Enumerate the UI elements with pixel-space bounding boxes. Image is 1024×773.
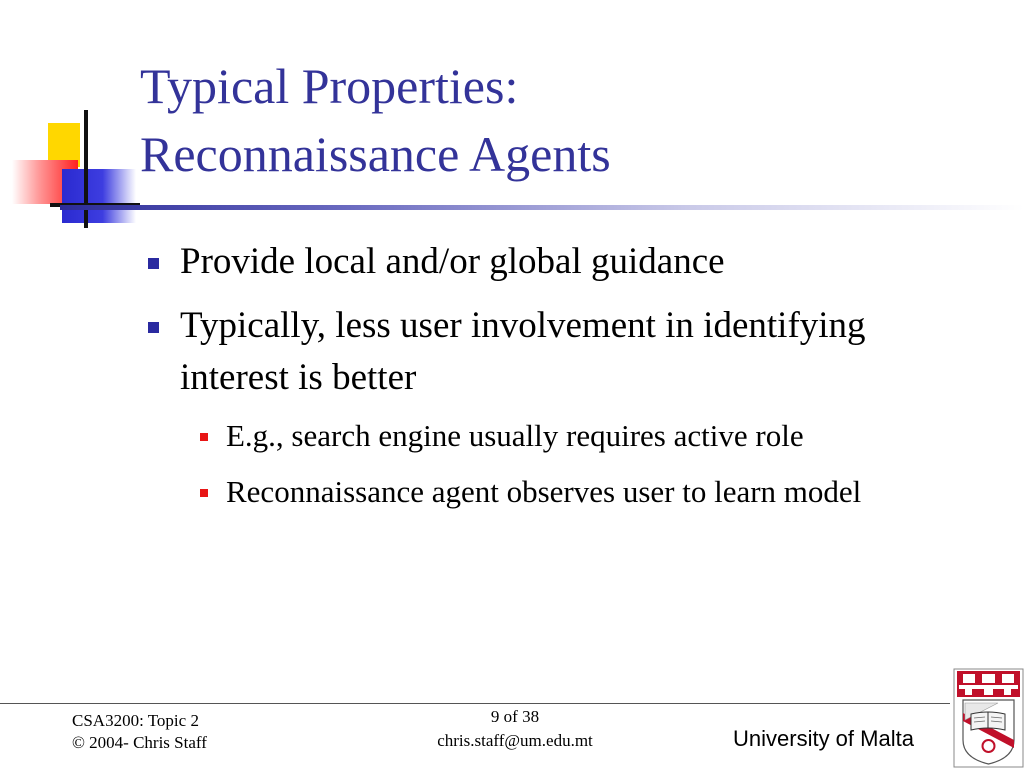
vertical-line xyxy=(84,110,88,228)
sub-bullet-square-icon xyxy=(200,433,208,441)
footer-email: chris.staff@um.edu.mt xyxy=(437,731,593,750)
footer-copyright: © 2004- Chris Staff xyxy=(72,733,207,752)
blue-square xyxy=(62,169,136,223)
bullet-square-icon xyxy=(148,258,159,269)
footer-center xyxy=(410,705,620,753)
footer-left xyxy=(72,710,207,754)
title-line-2: Reconnaissance Agents xyxy=(140,126,611,182)
page-number: 9 of 38 xyxy=(490,707,540,726)
bullet-text: Typically, less user involvement in identifying interest is better xyxy=(180,305,866,398)
footer-divider xyxy=(0,703,950,704)
university-crest-icon xyxy=(953,668,1024,768)
bullet-square-icon xyxy=(148,322,159,333)
decorative-squares xyxy=(0,0,140,240)
title-underline xyxy=(60,205,1024,210)
sub-bullet-text: E.g., search engine usually requires active role xyxy=(226,418,804,453)
footer-course: CSA3200: Topic 2 xyxy=(72,711,199,730)
university-name: University of Malta xyxy=(733,726,914,751)
slide-title xyxy=(140,52,1000,188)
bullet-item xyxy=(180,236,1000,288)
bullet-item xyxy=(180,300,870,404)
sub-bullet-item xyxy=(226,414,1006,458)
sub-bullet-square-icon xyxy=(200,489,208,497)
sub-bullet-item xyxy=(226,470,966,514)
title-line-1: Typical Properties: xyxy=(140,58,519,114)
bullet-text: Provide local and/or global guidance xyxy=(180,241,725,282)
sub-bullet-text: Reconnaissance agent observes user to learn model xyxy=(226,474,862,509)
